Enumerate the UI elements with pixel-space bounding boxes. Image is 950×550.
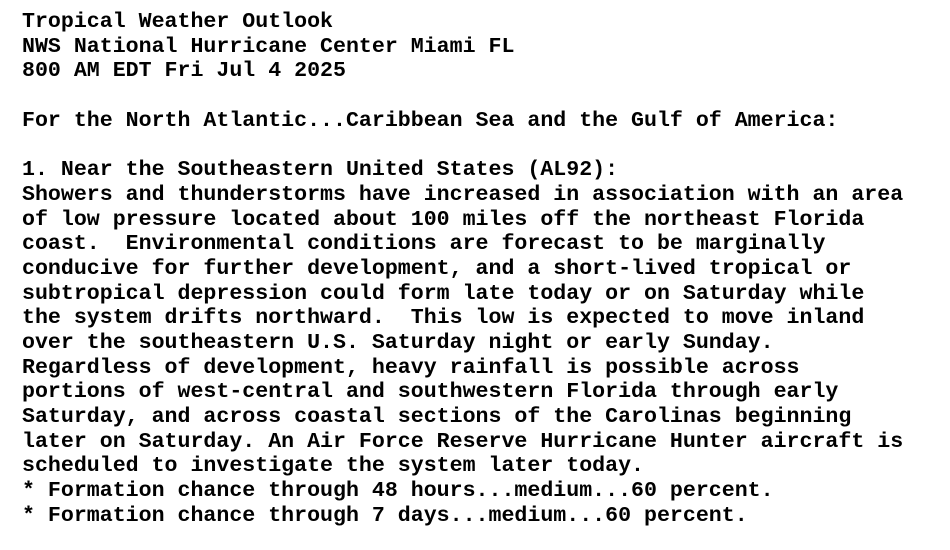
product-title-line: Tropical Weather Outlook: [22, 10, 334, 34]
body-text-line: the system drifts northward. This low is expected to move inland: [22, 306, 865, 331]
blank-line: [22, 133, 950, 158]
body-text-line: portions of west-central and southwestern Florida through early: [22, 380, 839, 405]
body-text-line: scheduled to investigate the system later today.: [22, 454, 645, 479]
issue-time-line: 800 AM EDT Fri Jul 4 2025: [22, 59, 346, 84]
section-1-heading-line: 1. Near the Southeastern United States (AL92):: [22, 158, 619, 183]
body-text-line: subtropical depression could form late today or on Saturday while: [22, 281, 865, 306]
basin-scope-line: For the North Atlantic...Caribbean Sea and the Gulf of America:: [22, 108, 839, 133]
body-text-line: Saturday, and across coastal sections of the Carolinas beginning: [22, 405, 852, 429]
issuer-line: NWS National Hurricane Center Miami FL: [22, 34, 515, 59]
blank-line: [22, 84, 950, 109]
body-text-line: coast. Environmental conditions are forecast to be marginally: [22, 232, 826, 257]
body-text-line: Regardless of development, heavy rainfall is possible across: [22, 355, 800, 380]
body-text-line: conducive for further development, and a short-lived tropical or: [22, 256, 852, 281]
formation-chance-7day-line: * Formation chance through 7 days...medium...60 percent.: [22, 503, 748, 528]
body-text-line: of low pressure located about 100 miles off the northeast Florida: [22, 207, 865, 232]
body-text-line: over the southeastern U.S. Saturday night or early Sunday.: [22, 330, 774, 355]
body-text-line: Showers and thunderstorms have increased in association with an area: [22, 182, 904, 207]
body-text-line: later on Saturday. An Air Force Reserve Hurricane Hunter aircraft is: [22, 429, 904, 454]
formation-chance-48h-line: * Formation chance through 48 hours...medium...60 percent.: [22, 479, 774, 504]
